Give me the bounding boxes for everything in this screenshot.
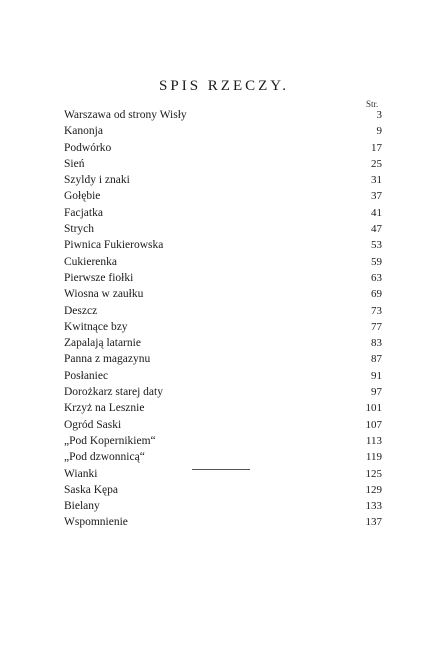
toc-entry <box>64 188 382 204</box>
toc-entry-title: Gołębie <box>64 188 104 204</box>
toc-entry-title: Ogród Saski <box>64 417 125 433</box>
toc-entry <box>64 384 382 400</box>
toc-entry-title: Wspomnienie <box>64 514 132 530</box>
toc-entry-title: Wianki <box>64 466 101 482</box>
toc-entry <box>64 221 382 237</box>
toc-entry-page: 87 <box>371 353 382 366</box>
toc-entry-title: Kanonja <box>64 123 107 139</box>
divider-rule <box>192 469 250 470</box>
toc-entry-page: 17 <box>371 141 382 154</box>
toc-entry-page: 73 <box>371 304 382 317</box>
toc-entry-title: Cukierenka <box>64 254 121 270</box>
toc-entry-page: 3 <box>376 109 382 121</box>
toc-entry <box>64 417 382 433</box>
toc-entry <box>64 286 382 302</box>
toc-entry-page: 129 <box>365 483 382 496</box>
toc-entry-title: „Pod Kopernikiem“ <box>64 433 160 449</box>
toc-entry-page: 59 <box>371 255 382 268</box>
toc-entry-title: Warszawa od strony Wisły <box>64 107 191 123</box>
toc-entry-title: Kwitnące bzy <box>64 319 132 335</box>
toc-entry-page: 113 <box>365 434 382 447</box>
toc-entry <box>64 433 382 449</box>
toc-entry-page: 133 <box>365 500 382 513</box>
toc-entry <box>64 205 382 221</box>
toc-entry-title: „Pod dzwonnicą“ <box>64 449 149 465</box>
toc-entry-page: 41 <box>371 206 382 219</box>
toc-entry-page: 119 <box>365 451 382 464</box>
toc-entry-page: 125 <box>365 467 382 480</box>
toc-entry <box>64 319 382 335</box>
toc-entry <box>64 172 382 188</box>
toc-entry-page: 9 <box>376 125 382 138</box>
toc-entry-page: 107 <box>365 418 382 431</box>
toc-entry-title: Facjatka <box>64 205 107 221</box>
toc-entry-title: Saska Kępa <box>64 482 122 498</box>
toc-entry <box>64 368 382 384</box>
toc-entry-title: Panna z magazynu <box>64 351 154 367</box>
toc-entry-title: Dorożkarz starej daty <box>64 384 167 400</box>
page-title: SPIS RZECZY. <box>159 78 289 94</box>
toc-entry <box>64 140 382 156</box>
toc-entry <box>64 351 382 367</box>
toc-entry-page: 47 <box>371 223 382 236</box>
toc-entry-title: Pierwsze fiołki <box>64 270 137 286</box>
toc-entry-page: 37 <box>371 190 382 203</box>
toc-entry <box>64 270 382 286</box>
toc-entry-page: 63 <box>371 271 382 284</box>
toc-entry-title: Wiosna w zaułku <box>64 286 147 302</box>
toc-entry-page: 77 <box>371 320 382 333</box>
toc-entry-title: Sień <box>64 156 88 172</box>
toc-entry-title: Posłaniec <box>64 368 112 384</box>
toc-entry <box>64 482 382 498</box>
toc-entry <box>64 514 382 530</box>
toc-entry-page: 83 <box>371 337 382 350</box>
page-column-header: Str. <box>366 99 379 109</box>
toc-entry <box>64 498 382 514</box>
toc-entry <box>64 107 382 123</box>
toc-entry-title: Piwnica Fukierowska <box>64 237 167 253</box>
toc-entry-page: 69 <box>371 288 382 301</box>
toc-entry-page: 137 <box>365 516 382 529</box>
toc-entry-page: 101 <box>365 402 382 415</box>
toc-entry-title: Deszcz <box>64 303 101 319</box>
toc-entry-page: 53 <box>371 239 382 252</box>
toc-entry-page: 97 <box>371 386 382 399</box>
toc-entry-page: 25 <box>371 157 382 170</box>
toc-entry <box>64 335 382 351</box>
toc-entry <box>64 237 382 253</box>
toc-entry-page: 91 <box>371 369 382 382</box>
toc-entry <box>64 254 382 270</box>
toc-entry-title: Szyldy i znaki <box>64 172 134 188</box>
toc-entry-title: Zapalają latarnie <box>64 335 145 351</box>
toc-entry <box>64 123 382 139</box>
toc-entry-title: Bielany <box>64 498 104 514</box>
toc-entry-page: 31 <box>371 174 382 187</box>
toc-entry <box>64 449 382 465</box>
toc-entry <box>64 466 382 482</box>
toc-entry <box>64 400 382 416</box>
toc-entry-title: Krzyż na Lesznie <box>64 400 148 416</box>
toc-entry-title: Strych <box>64 221 98 237</box>
toc-entry-title: Podwórko <box>64 140 115 156</box>
toc-entry <box>64 303 382 319</box>
toc-entry <box>64 156 382 172</box>
table-of-contents <box>64 107 382 531</box>
